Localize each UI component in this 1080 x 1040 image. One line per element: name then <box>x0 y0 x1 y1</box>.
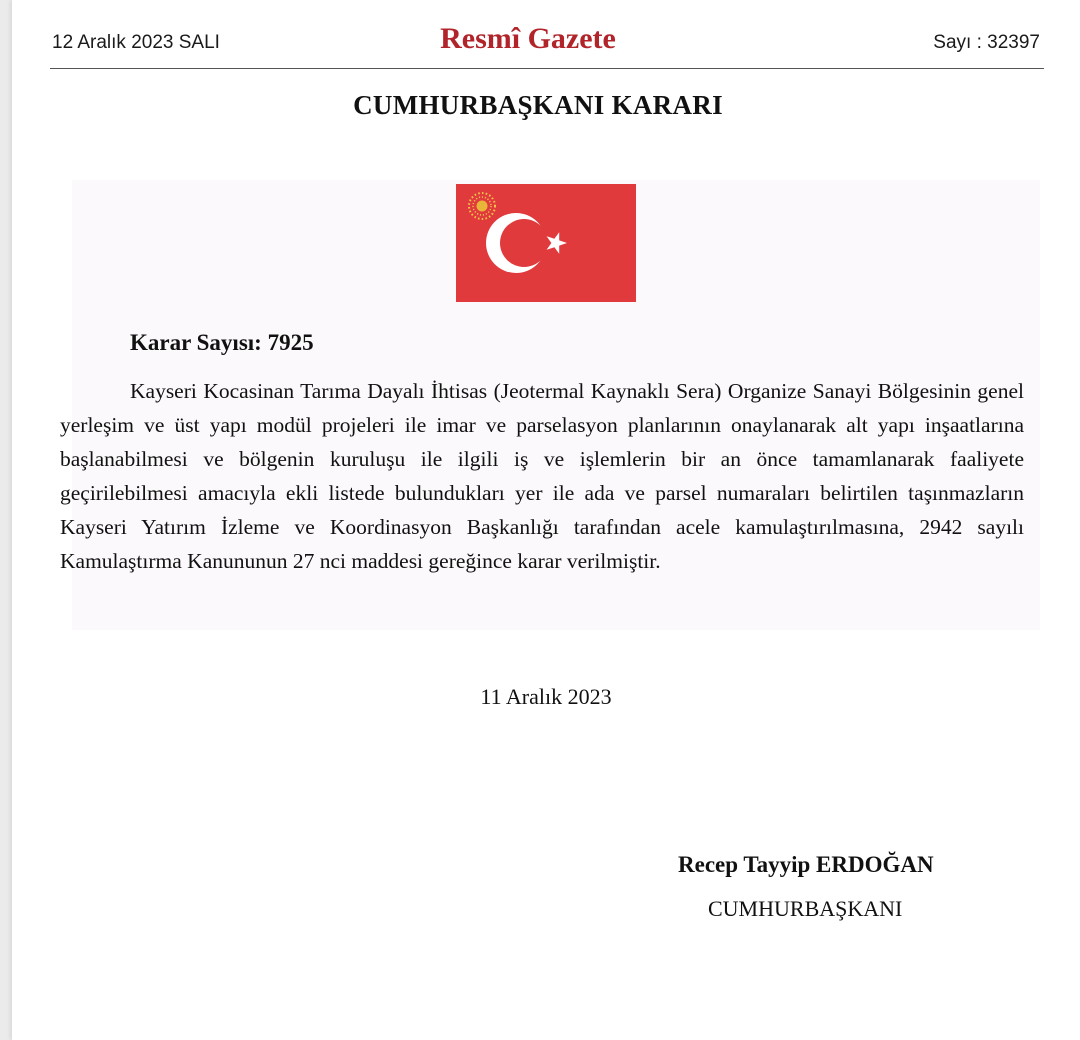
crescent-inner <box>500 219 548 267</box>
gazette-page <box>12 0 1080 1040</box>
presidential-flag-icon <box>456 184 636 302</box>
gazette-title: Resmî Gazete <box>440 22 616 55</box>
decree-heading: CUMHURBAŞKANI KARARI <box>353 90 723 120</box>
signature-date: 11 Aralık 2023 <box>480 684 612 709</box>
decision-number: Karar Sayısı: 7925 <box>130 330 314 355</box>
signer-title: CUMHURBAŞKANI <box>708 896 903 921</box>
header-date: 12 Aralık 2023 SALI <box>52 32 220 53</box>
decree-body: Kayseri Kocasinan Tarıma Dayalı İhtisas (Jeotermal Kaynaklı Sera) Organize Sanayi Bölgesinin genel yerleşim ve üst yapı modül projeleri ile imar ve parselasyon planlarının onaylanarak alt yapı inşaatlarına başlanabilmesi ve bölgenin kuruluşu ile ilgili iş ve işlemlerin bir an önce tamamlanarak faaliyete geçirilebilmesi amacıyla ekli listede bulundukları yer ile ada ve parsel numaraları belirtilen taşınmazların Kayseri Yatırım İzleme ve Koordinasyon Başkanlığı tarafından acele kamulaştırılmasına, 2942 sayılı Kamulaştırma Kanununun 27 nci maddesi gereğince karar verilmiştir. <box>60 379 1024 573</box>
header-divider <box>50 68 1044 69</box>
signer-name: Recep Tayyip ERDOĞAN <box>678 852 934 877</box>
header-issue-number: Sayı : 32397 <box>933 32 1040 53</box>
